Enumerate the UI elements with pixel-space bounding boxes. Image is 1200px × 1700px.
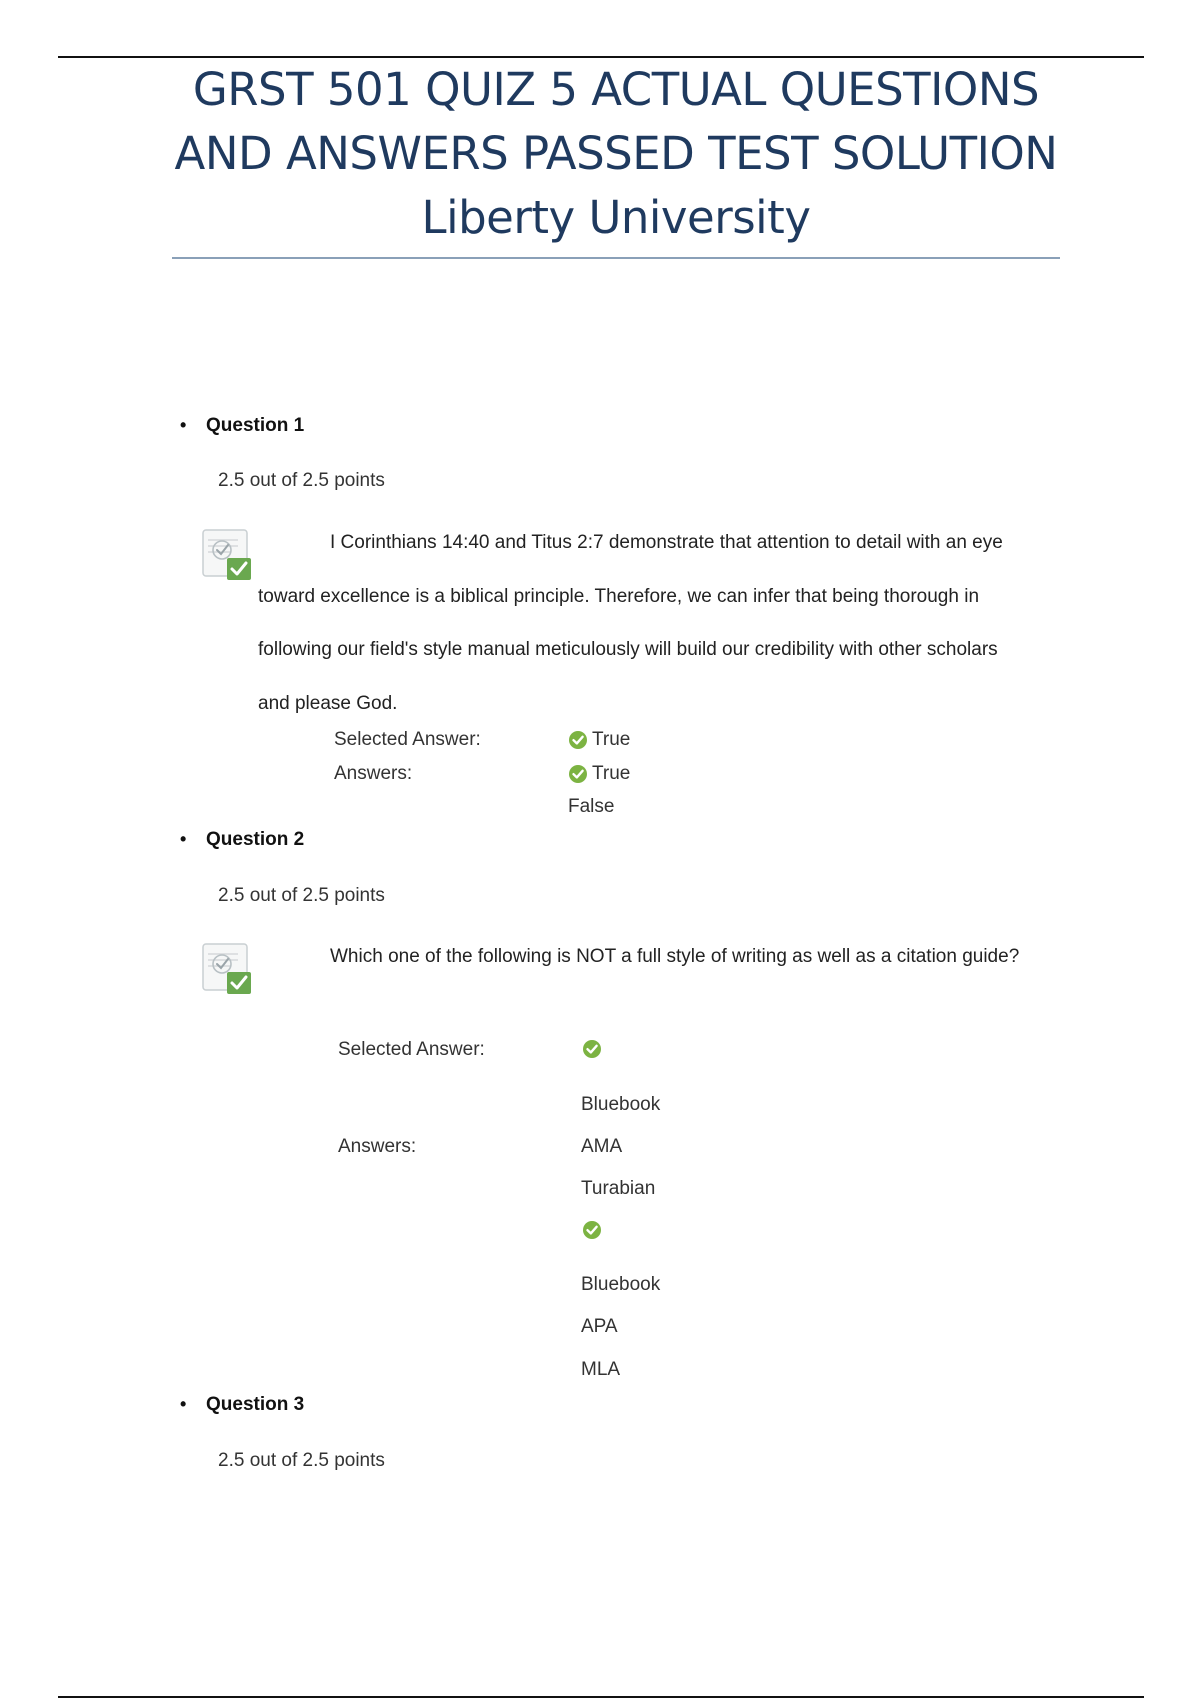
selected-answer-label: Selected Answer: — [338, 1039, 485, 1060]
green-check-icon — [568, 730, 588, 750]
question-2-answer-ama: AMA — [581, 1136, 623, 1157]
green-check-icon — [582, 1220, 602, 1240]
document-check-icon — [200, 526, 256, 582]
question-3-points: 2.5 out of 2.5 points — [218, 1450, 385, 1471]
question-2-answer-bluebook: Bluebook — [581, 1274, 661, 1295]
question-2-text: Which one of the following is NOT a full style of writing as well as a citation guide? — [330, 946, 1020, 967]
question-3-heading — [180, 1394, 304, 1416]
question-1-text: I Corinthians 14:40 and Titus 2:7 demonstrate that attention to detail with an eye toward excellence is a biblical principle. Therefore, we can infer that being thorough in following our field's style manual meticulously will build our credibility with other scholars and please God. — [258, 532, 1003, 714]
bullet: • — [180, 1394, 187, 1414]
document-title: GRST 501 QUIZ 5 ACTUAL QUESTIONS AND ANSWERS PASSED TEST SOLUTION Liberty University — [174, 63, 1058, 244]
bottom-rule — [58, 1696, 1144, 1698]
question-1-label: Question 1 — [206, 415, 305, 436]
green-check-icon — [568, 764, 588, 784]
bullet: • — [180, 829, 187, 849]
question-2-heading — [180, 829, 304, 851]
question-1-heading — [180, 415, 304, 437]
question-1-answer-1 — [568, 763, 630, 785]
question-2-label: Question 2 — [206, 829, 305, 850]
bullet: • — [180, 415, 187, 435]
question-2-answer-apa: APA — [581, 1316, 618, 1337]
question-1-points: 2.5 out of 2.5 points — [218, 470, 385, 491]
question-1-answer-2 — [568, 796, 614, 818]
selected-answer-value: True — [592, 729, 631, 750]
selected-answer-label: Selected Answer: — [334, 729, 481, 750]
question-2-answer-turabian: Turabian — [581, 1178, 656, 1199]
question-2-selected-answer: Bluebook — [581, 1094, 661, 1115]
green-check-icon — [582, 1039, 602, 1059]
answer-value: False — [568, 796, 615, 817]
answer-value: True — [592, 763, 631, 784]
question-3-label: Question 3 — [206, 1394, 305, 1415]
question-1-selected-answer — [568, 729, 630, 751]
document-check-icon — [200, 940, 256, 996]
answers-label: Answers: — [338, 1136, 417, 1157]
answers-label: Answers: — [334, 763, 413, 784]
question-2-points: 2.5 out of 2.5 points — [218, 885, 385, 906]
title-underline — [172, 257, 1060, 259]
question-2-answer-mla: MLA — [581, 1359, 621, 1380]
